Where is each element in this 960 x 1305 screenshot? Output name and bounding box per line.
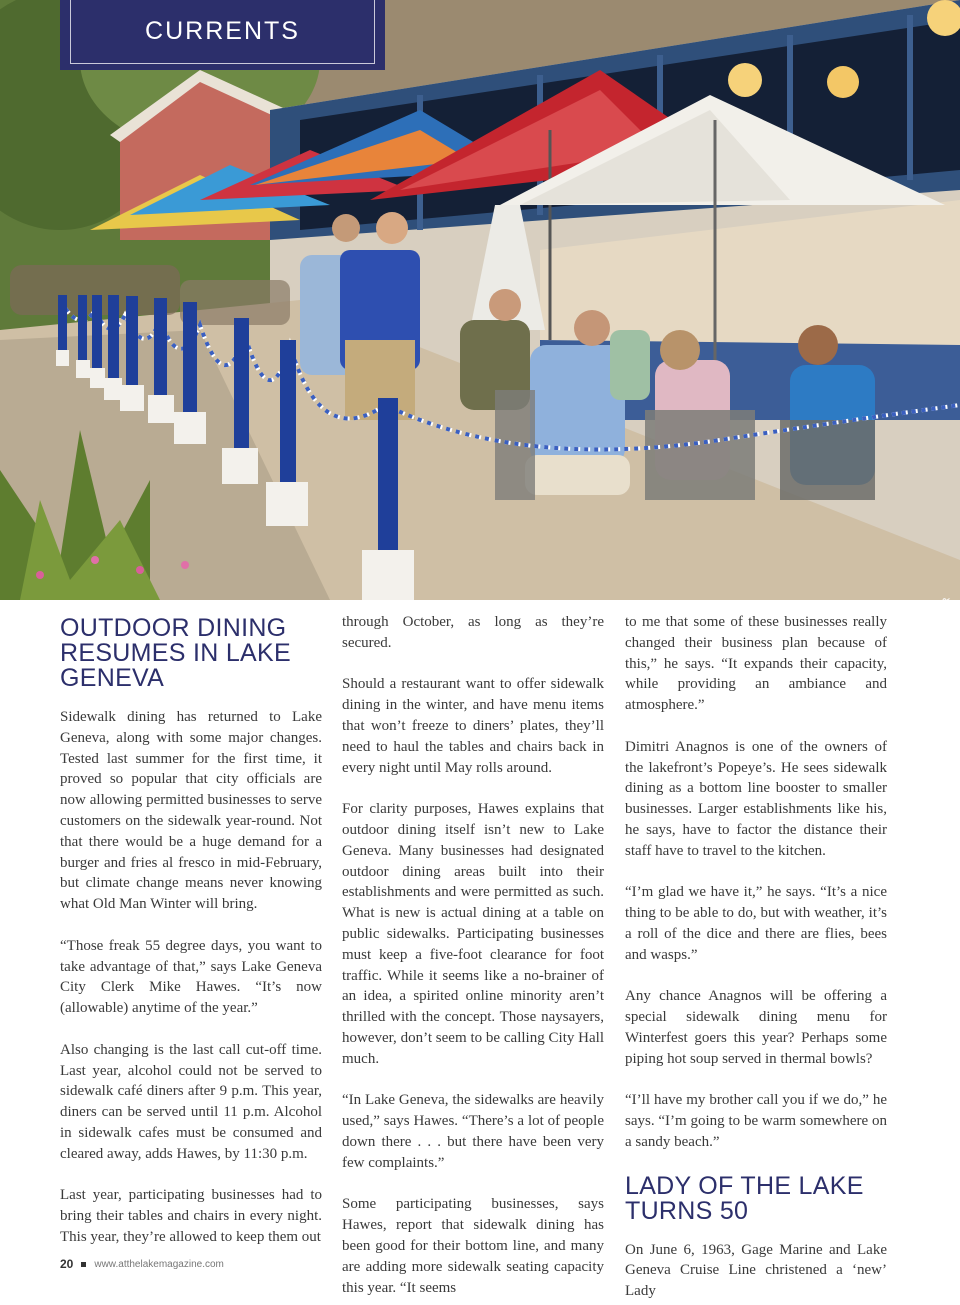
- column-2: [342, 612, 604, 1298]
- section-tab: [60, 0, 385, 70]
- page-number: 20: [60, 1257, 74, 1271]
- photo-credit: ©CLINT FARLINGER: [942, 597, 953, 701]
- paragraph: Should a restaurant want to offer sidewalk dining in the winter, and have menu items that won’t freeze to diners’ plates, they’ll need to haul the tables and chairs back in every night until May rolls around.: [342, 676, 604, 776]
- headline-outdoor-dining: OUTDOOR DINING RESUMES IN LAKE GENEVA: [60, 614, 291, 692]
- paragraph: “Those freak 55 degree days, you want to take advantage of that,” says Lake Geneva City Clerk Mike Hawes. “It’s now (allowable) anytime of the year.”: [60, 937, 322, 1017]
- paragraph: For clarity purposes, Hawes explains that outdoor dining itself isn’t new to Lake Geneva. Many businesses had designated outdoor dining areas built into their establishments and were permitted as such. What is new is actual dining at a table on public sidewalks. Participating businesses must keep a five-foot clearance for foot traffic. While it seems like a no-brainer of an idea, a spirited online minority aren’t thrilled with the concept. Those naysayers, however, don’t seem to be calling City Hall much.: [342, 801, 604, 1067]
- column-3: [625, 612, 887, 1302]
- paragraph: On June 6, 1963, Gage Marine and Lake Geneva Cruise Line christened a ‘new’ Lady: [625, 1241, 887, 1300]
- paragraph: “I’m glad we have it,” he says. “It’s a nice thing to be able to do, but with weather, it’s a roll of the dice and there are flies, bees and wasps.”: [625, 884, 887, 963]
- section-tab-frame: [70, 0, 375, 64]
- paragraph: Also changing is the last call cut-off time. Last year, alcohol could not be served to sidewalk café diners after 9 p.m. This year, diners can be served until 11 p.m. Alcohol in sidewalk cafes must be consumed and cleared away, adds Hawes, by 11:30 p.m.: [60, 1041, 322, 1162]
- headline-lady-of-the-lake: LADY OF THE LAKE TURNS 50: [625, 1171, 864, 1225]
- paragraph: Dimitri Anagnos is one of the owners of the lakefront’s Popeye’s. He sees sidewalk dining as a bottom line booster to smaller businesses. Larger establishments like his, he says, have to factor the distance their staff have to travel to the kitchen.: [625, 738, 887, 859]
- page-footer: [60, 1257, 224, 1271]
- footer-url[interactable]: www.atthelakemagazine.com: [94, 1258, 224, 1270]
- paragraph: Any chance Anagnos will be offering a special sidewalk dining menu for Winterfest goers this year? Perhaps some piping hot soup served in thermal bowls?: [625, 988, 887, 1067]
- paragraph: “I’ll have my brother call you if we do,” he says. “I’m going to be warm somewhere on a sandy beach.”: [625, 1092, 887, 1150]
- paragraph: through October, as long as they’re secured.: [342, 614, 604, 651]
- paragraph: to me that some of these businesses really changed their business plan because of this,” he says. “It expands their capacity, while providing an ambiance and atmosphere.”: [625, 614, 887, 714]
- square-bullet-icon: [81, 1262, 86, 1267]
- section-label: CURRENTS: [145, 17, 300, 45]
- outdoor-dining-illustration: [0, 0, 960, 600]
- paragraph: Sidewalk dining has returned to Lake Geneva, along with some major changes. Tested last summer for the first time, it proved so popular that city officials are now allowing permitted businesses to serve customers on the sidewalk year-round. Not that there would be a huge demand for a burger and fries al fresco in mid-February, but climate change means never knowing what Old Man Winter will bring.: [60, 709, 322, 913]
- paragraph: “In Lake Geneva, the sidewalks are heavily used,” says Hawes. “There’s a lot of people down there . . . but there have been very few complaints.”: [342, 1092, 604, 1171]
- paragraph: Some participating businesses, says Hawes, report that sidewalk dining has been good for their bottom line, and many are adding more sidewalk seating capacity this year. “It seems: [342, 1196, 604, 1296]
- column-1: [60, 612, 322, 1248]
- paragraph: Last year, participating businesses had to bring their tables and chairs in every night. This year, they’re allowed to keep them out: [60, 1187, 322, 1245]
